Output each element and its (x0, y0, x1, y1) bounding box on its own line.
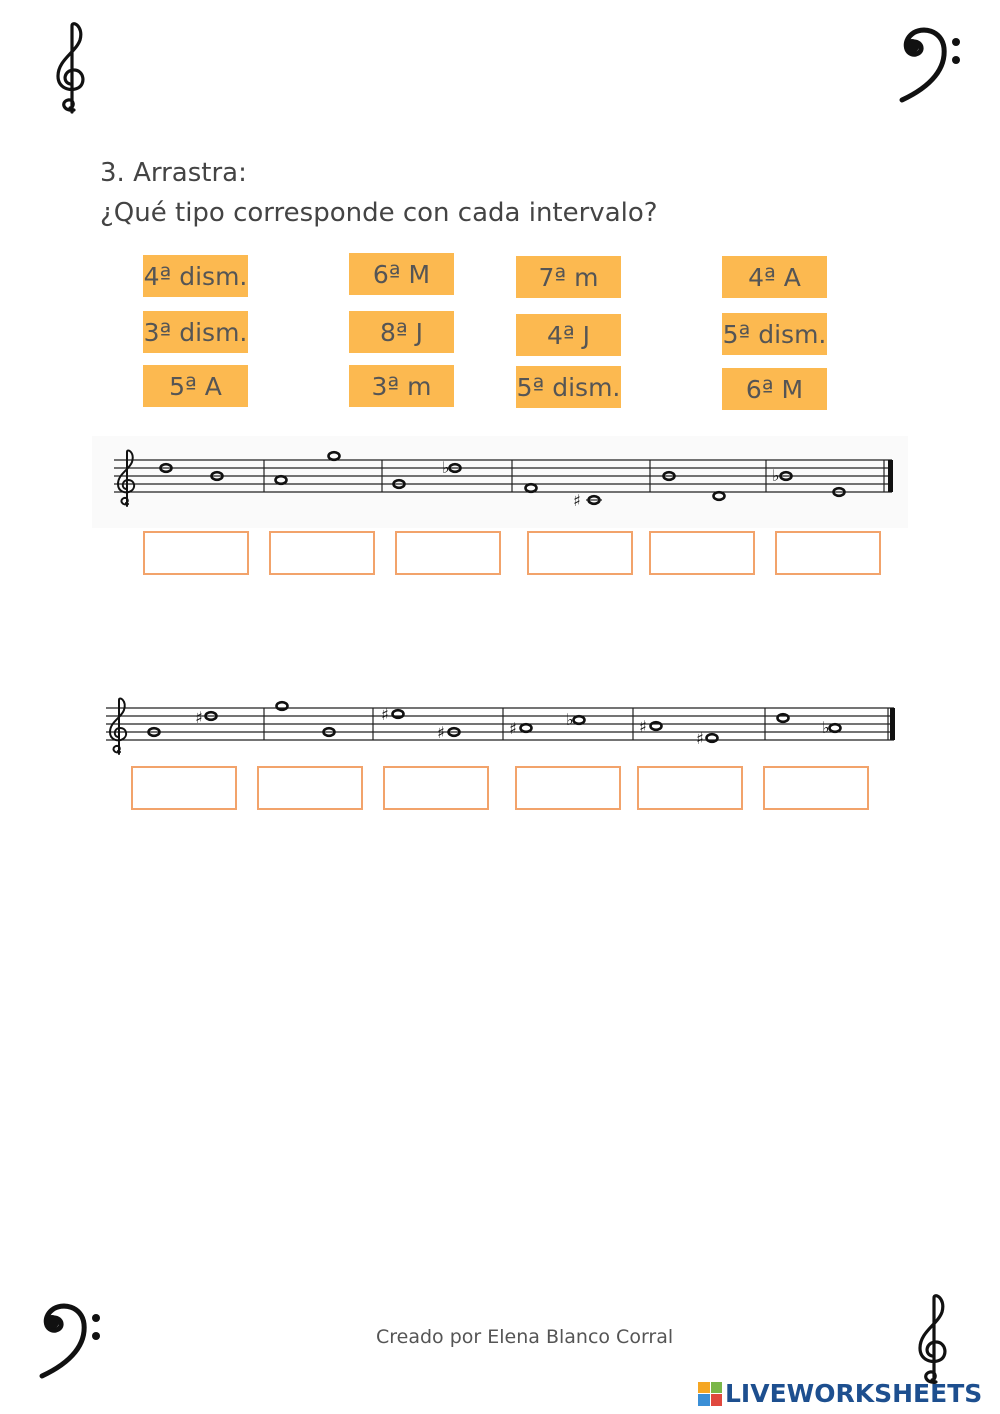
music-staff-1 (92, 436, 908, 532)
svg-text:♯: ♯ (696, 729, 704, 748)
answer-chip[interactable]: 3ª dism. (143, 311, 248, 353)
answer-chip[interactable]: 4ª J (516, 314, 621, 356)
answer-chip[interactable]: 4ª A (722, 256, 827, 298)
answer-drop-box[interactable] (649, 531, 755, 575)
answer-drop-box[interactable] (763, 766, 869, 810)
bass-clef-icon (898, 24, 968, 104)
svg-text:♭: ♭ (822, 718, 830, 737)
svg-text:♯: ♯ (195, 708, 203, 727)
svg-text:♭: ♭ (566, 710, 574, 729)
svg-text:♯: ♯ (573, 491, 581, 510)
answer-chip[interactable]: 5ª dism. (722, 313, 827, 355)
answer-chip[interactable]: 8ª J (349, 311, 454, 353)
music-staff-2 (92, 686, 908, 770)
answer-chip[interactable]: 5ª dism. (516, 366, 621, 408)
answer-drop-box[interactable] (395, 531, 501, 575)
answer-drop-box[interactable] (383, 766, 489, 810)
answer-drop-box[interactable] (257, 766, 363, 810)
answer-chip[interactable]: 6ª M (722, 368, 827, 410)
answer-drop-box[interactable] (637, 766, 743, 810)
answer-drop-box[interactable] (269, 531, 375, 575)
answer-chip[interactable]: 5ª A (143, 365, 248, 407)
svg-text:♯: ♯ (437, 723, 445, 742)
svg-text:♯: ♯ (381, 705, 389, 724)
answer-drop-box[interactable] (515, 766, 621, 810)
answer-drop-box[interactable] (527, 531, 633, 575)
liveworksheets-logo[interactable] (698, 1379, 982, 1408)
treble-clef-icon (50, 22, 94, 114)
treble-clef-icon (912, 1294, 956, 1386)
answer-drop-box[interactable] (131, 766, 237, 810)
answer-drop-box[interactable] (775, 531, 881, 575)
answer-chip[interactable]: 7ª m (516, 256, 621, 298)
svg-text:♭: ♭ (442, 458, 450, 477)
answer-chip[interactable]: 3ª m (349, 365, 454, 407)
svg-text:♯: ♯ (639, 717, 647, 736)
exercise-question: ¿Qué tipo corresponde con cada intervalo? (100, 198, 658, 228)
exercise-number: 3. Arrastra: (100, 158, 247, 188)
liveworksheets-icon (698, 1382, 722, 1406)
answer-drop-box[interactable] (143, 531, 249, 575)
svg-text:♯: ♯ (509, 719, 517, 738)
author-credit: Creado por Elena Blanco Corral (376, 1326, 674, 1348)
answer-chip[interactable]: 4ª dism. (143, 255, 248, 297)
answer-chip[interactable]: 6ª M (349, 253, 454, 295)
bass-clef-icon (38, 1300, 108, 1380)
liveworksheets-wordmark: LIVEWORKSHEETS (725, 1379, 983, 1408)
svg-text:♭: ♭ (772, 466, 780, 485)
